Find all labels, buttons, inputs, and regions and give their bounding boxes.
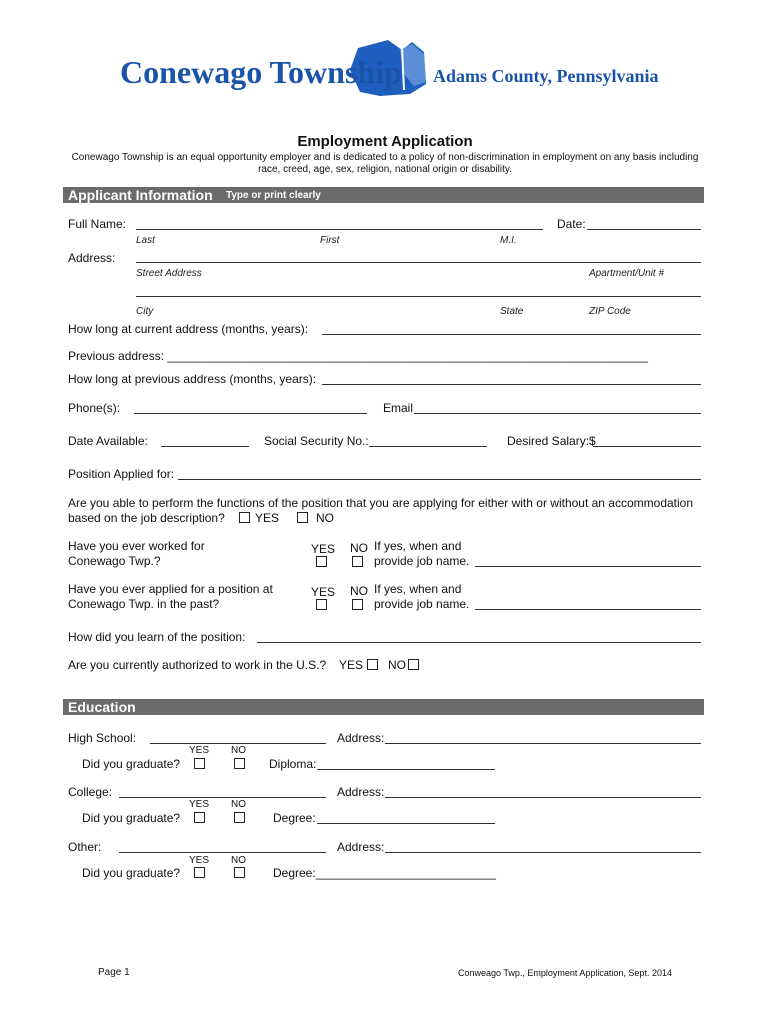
- last-name-hint: Last: [136, 235, 155, 246]
- other-graduate-question: Did you graduate?: [82, 866, 181, 880]
- other-education-field[interactable]: [119, 852, 326, 853]
- applicant-section-note: Type or print clearly: [226, 190, 321, 201]
- learn-of-position-field[interactable]: [257, 642, 701, 643]
- applied-no-label: NO: [350, 584, 368, 598]
- applicant-section-title: Applicant Information: [68, 187, 213, 203]
- eeo-statement-line2: race, creed, age, sex, religion, national origin or disability.: [258, 164, 512, 175]
- high-school-address-field[interactable]: [385, 743, 701, 744]
- education-section-title: Education: [68, 699, 136, 715]
- college-no-label: NO: [231, 799, 246, 810]
- perform-no-checkbox[interactable]: [297, 512, 308, 523]
- worked-if-yes-line1: If yes, when and: [374, 539, 462, 553]
- applied-if-yes-line1: If yes, when and: [374, 582, 462, 596]
- diploma-label: Diploma:: [269, 757, 317, 771]
- applicant-section-header: [63, 187, 704, 203]
- authorized-no-checkbox[interactable]: [408, 659, 419, 670]
- previous-address-duration-label: How long at previous address (months, years):: [68, 372, 317, 386]
- applied-yes-checkbox[interactable]: [316, 599, 327, 610]
- worked-details-field[interactable]: [475, 566, 701, 567]
- high-school-graduate-question: Did you graduate?: [82, 757, 181, 771]
- email-field[interactable]: [414, 413, 701, 414]
- college-graduate-question: Did you graduate?: [82, 811, 181, 825]
- college-yes-checkbox[interactable]: [194, 812, 205, 823]
- learn-of-position-label: How did you learn of the position:: [68, 630, 246, 644]
- perform-no-label: NO: [316, 511, 334, 525]
- ssn-field[interactable]: [369, 446, 487, 447]
- college-yes-label: YES: [189, 799, 210, 810]
- other-address-label: Address:: [337, 840, 385, 854]
- applied-before-question-line2: Conewago Twp. in the past?: [68, 597, 220, 611]
- middle-initial-hint: M.I.: [500, 235, 517, 246]
- other-no-label: NO: [231, 855, 246, 866]
- college-degree-field[interactable]: [317, 823, 495, 824]
- college-label: College:: [68, 785, 113, 799]
- authorized-no-label: NO: [388, 658, 406, 672]
- college-address-label: Address:: [337, 785, 385, 799]
- high-school-yes-label: YES: [189, 745, 210, 756]
- diploma-field[interactable]: [317, 769, 495, 770]
- phones-label: Phone(s):: [68, 401, 121, 415]
- other-yes-checkbox[interactable]: [194, 867, 205, 878]
- previous-address-label[interactable]: Previous address: ________________________________________________________________________: [68, 349, 648, 363]
- college-address-field[interactable]: [385, 797, 701, 798]
- current-address-duration-label: How long at current address (months, years):: [68, 322, 309, 336]
- other-degree-label[interactable]: Degree:___________________________: [273, 866, 496, 880]
- perform-yes-checkbox[interactable]: [239, 512, 250, 523]
- date-available-field[interactable]: [161, 446, 249, 447]
- position-applied-field[interactable]: [178, 479, 701, 480]
- applied-details-field[interactable]: [475, 609, 701, 610]
- logo-name: Conewago Township: [120, 54, 402, 90]
- education-section-header: [63, 699, 704, 715]
- ssn-label: Social Security No.:: [264, 434, 369, 448]
- worked-before-question-line1: Have you ever worked for: [68, 539, 205, 553]
- email-label: Email: [383, 401, 414, 415]
- logo-region: Adams County, Pennsylvania: [433, 66, 659, 86]
- applied-before-question-line1: Have you ever applied for a position at: [68, 582, 273, 596]
- worked-no-checkbox[interactable]: [352, 556, 363, 567]
- worked-if-yes-line2: provide job name.: [374, 554, 470, 568]
- high-school-no-label: NO: [231, 745, 246, 756]
- authorized-yes-label: YES: [339, 658, 364, 672]
- worked-yes-label: YES: [311, 542, 336, 556]
- phones-field[interactable]: [134, 413, 367, 414]
- date-field[interactable]: [587, 229, 701, 230]
- full-name-label: Full Name:: [68, 217, 127, 231]
- high-school-no-checkbox[interactable]: [234, 758, 245, 769]
- first-name-hint: First: [320, 235, 340, 246]
- desired-salary-label: Desired Salary:$: [507, 434, 596, 448]
- eeo-statement-line1: Conewago Township is an equal opportunity employer and is dedicated to a policy of non-discrimination in employment on any basis including: [71, 152, 699, 163]
- perform-functions-question-line2: based on the job description?: [68, 511, 225, 525]
- high-school-address-label: Address:: [337, 731, 385, 745]
- zip-hint: ZIP Code: [589, 306, 631, 317]
- work-authorization-question: Are you currently authorized to work in the U.S.?: [68, 658, 327, 672]
- full-name-field[interactable]: [136, 229, 543, 230]
- worked-no-label: NO: [350, 541, 368, 555]
- high-school-label: High School:: [68, 731, 137, 745]
- applied-yes-label: YES: [311, 585, 336, 599]
- address-label: Address:: [68, 251, 116, 265]
- college-field[interactable]: [119, 797, 326, 798]
- city-state-zip-field[interactable]: [136, 296, 701, 297]
- perform-functions-question-line1: Are you able to perform the functions of the position that you are applying for either with or without an accommodation: [68, 496, 694, 510]
- street-address-field[interactable]: [136, 262, 701, 263]
- college-degree-label: Degree:: [273, 811, 316, 825]
- college-no-checkbox[interactable]: [234, 812, 245, 823]
- desired-salary-field[interactable]: [593, 446, 701, 447]
- document-footer-id: Conweago Twp., Employment Application, Sept. 2014: [458, 968, 672, 978]
- worked-yes-checkbox[interactable]: [316, 556, 327, 567]
- current-address-duration-field[interactable]: [322, 334, 701, 335]
- city-hint: City: [136, 306, 154, 317]
- worked-before-question-line2: Conewago Twp.?: [68, 554, 161, 568]
- page-title: Employment Application: [297, 133, 473, 150]
- other-education-label: Other:: [68, 840, 102, 854]
- date-label: Date:: [557, 217, 586, 231]
- apartment-unit-hint: Apartment/Unit #: [589, 268, 665, 279]
- other-address-field[interactable]: [385, 852, 701, 853]
- perform-yes-label: YES: [255, 511, 280, 525]
- date-available-label: Date Available:: [68, 434, 148, 448]
- high-school-yes-checkbox[interactable]: [194, 758, 205, 769]
- previous-address-duration-field[interactable]: [322, 384, 701, 385]
- other-no-checkbox[interactable]: [234, 867, 245, 878]
- authorized-yes-checkbox[interactable]: [367, 659, 378, 670]
- street-address-hint: Street Address: [136, 268, 202, 279]
- state-hint: State: [500, 306, 524, 317]
- applied-no-checkbox[interactable]: [352, 599, 363, 610]
- page-number: Page 1: [98, 967, 130, 978]
- position-applied-label: Position Applied for:: [68, 467, 175, 481]
- applied-if-yes-line2: provide job name.: [374, 597, 470, 611]
- other-yes-label: YES: [189, 855, 210, 866]
